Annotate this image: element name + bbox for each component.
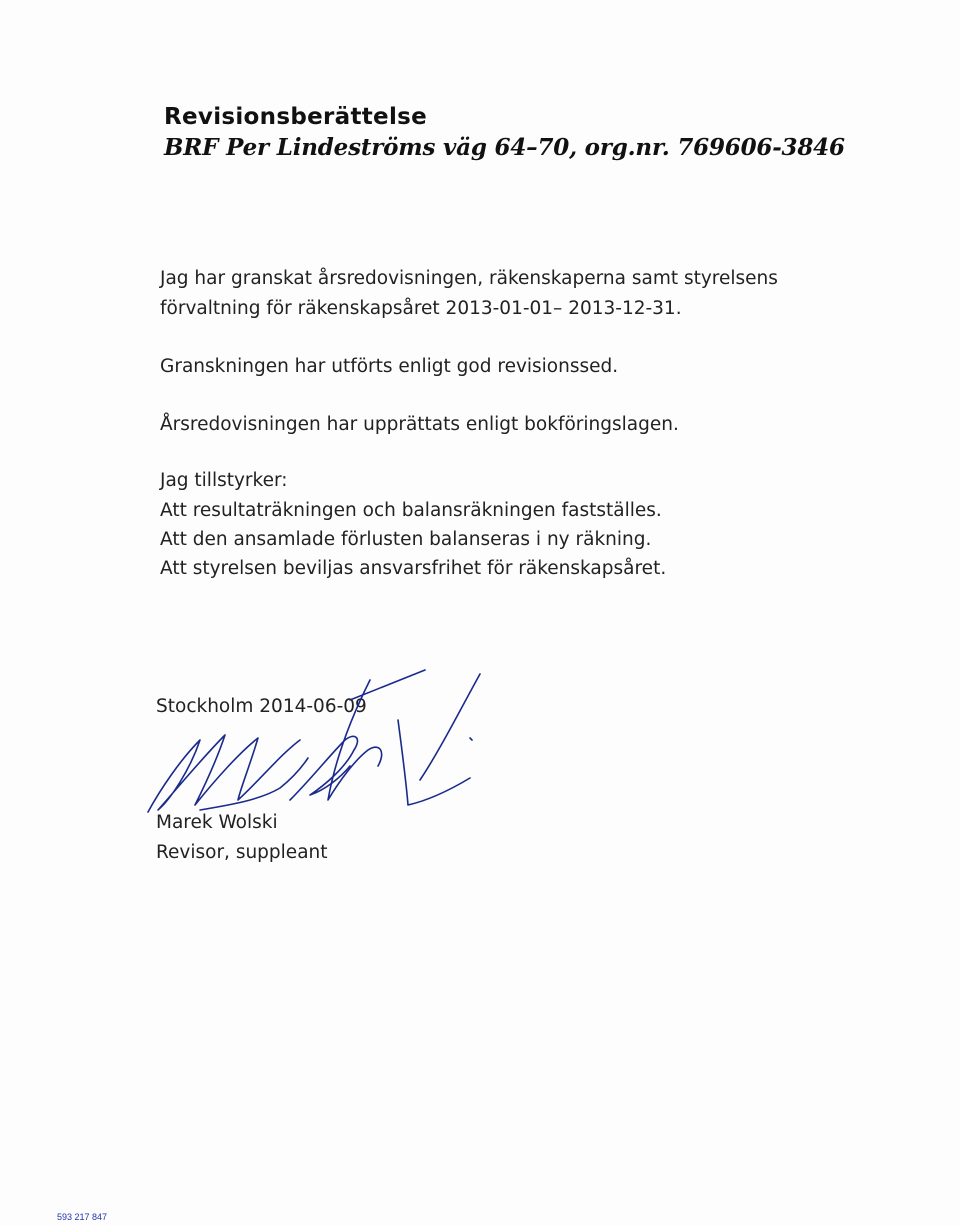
signer-name: Marek Wolski bbox=[156, 812, 278, 833]
document-number: 593 217 847 bbox=[57, 1212, 108, 1222]
scope-line-2: förvaltning för räkenskapsåret 2013-01-01– 2013-12-31. bbox=[160, 298, 682, 319]
audit-standard-paragraph: Granskningen har utförts enligt god revisionssed. bbox=[160, 356, 619, 377]
document-subtitle: BRF Per Lindeströms väg 64–70, org.nr. 769606-3846 bbox=[164, 134, 845, 161]
recommend-item-3: Att styrelsen beviljas ansvarsfrihet för räkenskapsåret. bbox=[160, 558, 667, 579]
handwritten-signature bbox=[140, 660, 500, 830]
recommend-intro: Jag tillstyrker: bbox=[160, 470, 288, 491]
recommend-item-2: Att den ansamlade förlusten balanseras i ny räkning. bbox=[160, 529, 652, 550]
signer-role: Revisor, suppleant bbox=[156, 842, 328, 863]
recommend-item-1: Att resultaträkningen och balansräkningen fastställes. bbox=[160, 500, 662, 521]
place-date: Stockholm 2014-06-09 bbox=[156, 696, 367, 717]
scope-paragraph bbox=[160, 264, 778, 324]
scope-line-1: Jag har granskat årsredovisningen, räkenskaperna samt styrelsens bbox=[160, 268, 778, 289]
prepared-paragraph: Årsredovisningen har upprättats enligt bokföringslagen. bbox=[160, 414, 679, 435]
document-title: Revisionsberättelse bbox=[164, 104, 428, 130]
